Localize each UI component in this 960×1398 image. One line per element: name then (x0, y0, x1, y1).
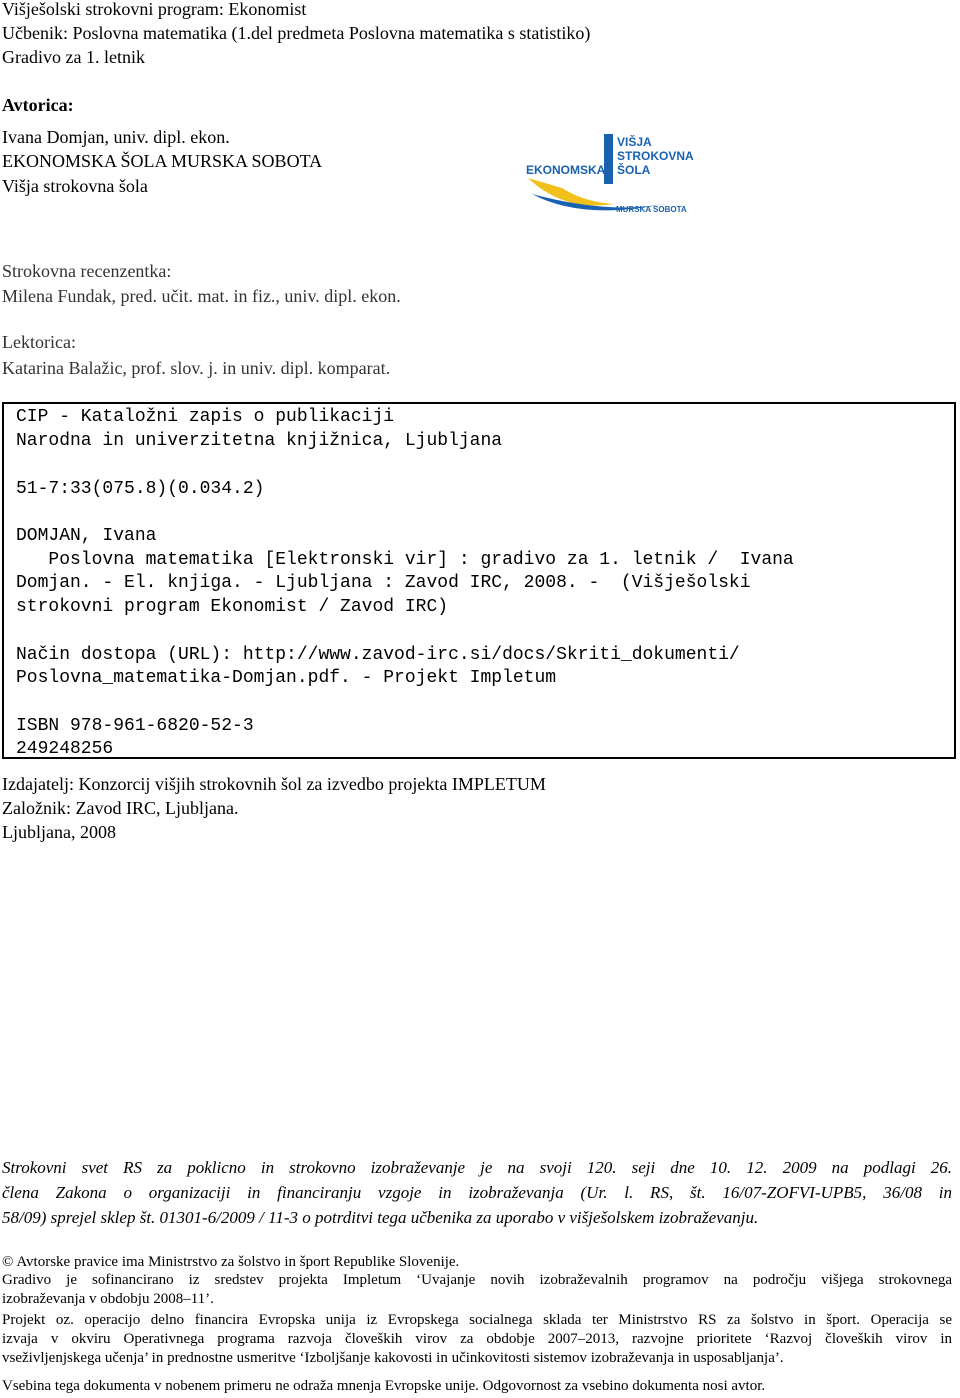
project-line1: Projekt oz. operacijo delno financira Evropska unija iz Evropskega socialnega sklada ter Ministrstvo RS za šolstvo in šport. Operacija se (2, 1312, 952, 1328)
logo-bottom: MURSKA SOBOTA (616, 205, 687, 214)
logo-bar (604, 134, 613, 184)
place-line: Ljubljana, 2008 (2, 822, 116, 842)
author-name: Ivana Domjan, univ. dipl. ekon. (2, 127, 230, 147)
approval-line1: Strokovni svet RS za poklicno in strokovno izobraževanje je na svoji 120. seji dne 10. 12. 2009 na podlagi 26. (2, 1158, 952, 1177)
cip-entry-line1: Poslovna matematika [Elektronski vir] : gradivo za 1. letnik / Ivana (16, 550, 794, 570)
logo-line2: STROKOVNA (617, 149, 694, 163)
cip-library: Narodna in univerzitetna knjižnica, Ljubljana (16, 431, 503, 451)
cip-record (2, 402, 956, 759)
program-line: Višješolski strokovni program: Ekonomist (2, 0, 307, 19)
approval-block (2, 1155, 952, 1230)
lector-name: Katarina Balažic, prof. slov. j. in univ. dipl. komparat. (2, 358, 391, 378)
cip-cobiss: 249248256 (16, 739, 114, 759)
lector-heading: Lektorica: (2, 332, 76, 352)
author-heading: Avtorica: (2, 95, 74, 115)
cip-isbn: ISBN 978-961-6820-52-3 (16, 716, 254, 736)
funding-line2: izobraževanja v obdobju 2008–11’. (2, 1291, 214, 1307)
funding-block (2, 1271, 952, 1309)
cip-entry-line2: Domjan. - El. knjiga. - Ljubljana : Zavod IRC, 2008. - (Višješolski (16, 573, 751, 593)
approval-line2: člena Zakona o organizaciji in financiranju vzgoje in izobraževanja (Ur. l. RS, št. 16/07-ZOFVI-UPB5, 36/08 in (2, 1183, 952, 1202)
reviewer-name: Milena Fundak, pred. učit. mat. in fiz., univ. dipl. ekon. (2, 286, 401, 306)
school-logo (524, 132, 694, 216)
grade-line: Gradivo za 1. letnik (2, 47, 145, 67)
author-unit: Višja strokovna šola (2, 176, 148, 196)
school-logo-graphic (524, 132, 694, 216)
cip-access-line2: Poslovna_matematika-Domjan.pdf. - Projekt Impletum (16, 668, 557, 688)
project-line3: vseživljenjskega učenja’ in prednostne usmeritve ‘Izboljšanje kakovosti in učinkovitosti sistemov izobraževanja in usposabljanja’. (2, 1350, 784, 1366)
issuer-line: Izdajatelj: Konzorcij višjih strokovnih šol za izvedbo projekta IMPLETUM (2, 774, 546, 794)
logo-swoosh (528, 178, 614, 206)
project-line2: izvaja v okviru Operativnega programa razvoja človeških virov za obdobje 2007–2013, razvojne prioritete ‘Razvoj človeških virov in (2, 1331, 952, 1347)
cip-entry-line3: strokovni program Ekonomist / Zavod IRC) (16, 597, 449, 617)
reviewer-heading: Strokovna recenzentka: (2, 261, 172, 281)
funding-line1: Gradivo je sofinancirano iz sredstev projekta Impletum ‘Uvajanje novih izobraževalnih programov na področju višjega strokovnega (2, 1272, 952, 1288)
logo-line1: VIŠJA (617, 135, 652, 149)
cip-title: CIP - Kataložni zapis o publikaciji (16, 407, 395, 427)
cip-udc: 51-7:33(075.8)(0.034.2) (16, 479, 265, 499)
approval-line3: 58/09) sprejel sklep št. 01301-6/2009 / 11-3 o potrditvi tega učbenika za uporabo v višješolskem izobraževanju. (2, 1208, 759, 1227)
textbook-line: Učbenik: Poslovna matematika (1.del predmeta Poslovna matematika s statistiko) (2, 23, 591, 43)
cip-author: DOMJAN, Ivana (16, 526, 157, 546)
project-block (2, 1311, 952, 1368)
copyright-line: © Avtorske pravice ima Ministrstvo za šolstvo in šport Republike Slovenije. (2, 1254, 460, 1270)
logo-left-word: EKONOMSKA (526, 163, 606, 177)
disclaimer-line: Vsebina tega dokumenta v nobenem primeru ne odraža mnenja Evropske unije. Odgovornost za vsebino dokumenta nosi avtor. (2, 1378, 766, 1394)
logo-line3: ŠOLA (617, 163, 651, 177)
author-school: EKONOMSKA ŠOLA MURSKA SOBOTA (2, 151, 323, 171)
publisher-line: Založnik: Zavod IRC, Ljubljana. (2, 798, 239, 818)
cip-access-line1: Način dostopa (URL): http://www.zavod-irc.si/docs/Skriti_dokumenti/ (16, 645, 740, 665)
